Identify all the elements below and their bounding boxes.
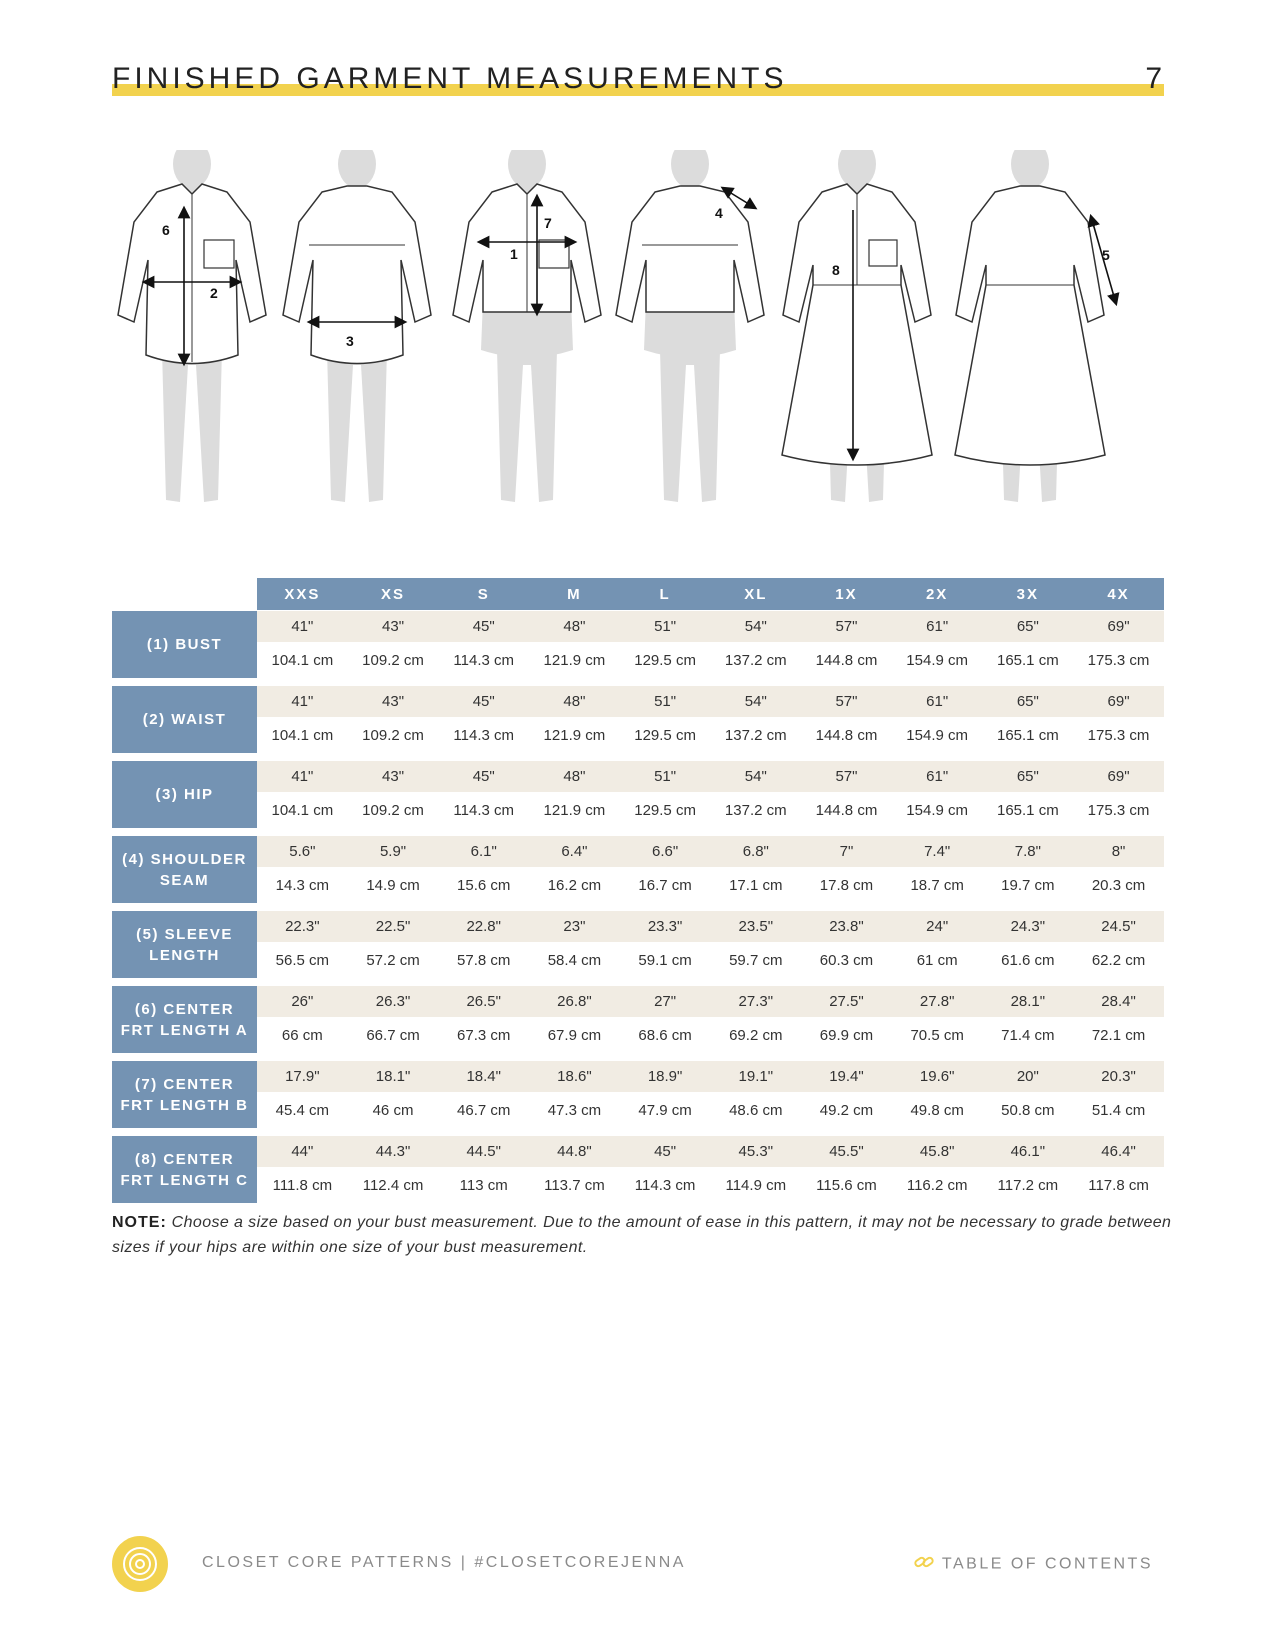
cell-inches: 69" xyxy=(1073,761,1164,792)
cell-cm: 59.1 cm xyxy=(620,942,711,986)
cell-inches: 18.1" xyxy=(348,1061,439,1092)
cell-cm: 15.6 cm xyxy=(438,867,529,911)
size-note xyxy=(112,1210,1172,1260)
row-label xyxy=(112,911,257,986)
cell-cm: 56.5 cm xyxy=(257,942,348,986)
cell-cm: 67.9 cm xyxy=(529,1017,620,1061)
row-label-line: (6) CENTER xyxy=(134,1000,235,1018)
cell-cm: 104.1 cm xyxy=(257,717,348,761)
cell-cm: 69.2 cm xyxy=(710,1017,801,1061)
cell-cm: 117.8 cm xyxy=(1073,1167,1164,1211)
footer-brand: CLOSET CORE PATTERNS | #CLOSETCOREJENNA xyxy=(202,1554,686,1571)
cell-cm: 154.9 cm xyxy=(892,717,983,761)
cell-cm: 114.3 cm xyxy=(620,1167,711,1211)
cell-inches: 46.1" xyxy=(983,1136,1074,1167)
row-label xyxy=(112,836,257,911)
cell-inches: 43" xyxy=(348,611,439,642)
cell-inches: 45" xyxy=(438,761,529,792)
cell-cm: 116.2 cm xyxy=(892,1167,983,1211)
cell-inches: 57" xyxy=(801,686,892,717)
cell-cm: 113.7 cm xyxy=(529,1167,620,1211)
cell-inches: 43" xyxy=(348,761,439,792)
cell-inches: 6.1" xyxy=(438,836,529,867)
cell-inches: 65" xyxy=(983,686,1074,717)
figure-shirt-front-long xyxy=(118,150,266,502)
cell-cm: 70.5 cm xyxy=(892,1017,983,1061)
page-number: 7 xyxy=(1145,62,1162,95)
cell-inches: 54" xyxy=(710,611,801,642)
cell-inches: 51" xyxy=(620,686,711,717)
cell-cm: 72.1 cm xyxy=(1073,1017,1164,1061)
cell-inches: 6.6" xyxy=(620,836,711,867)
cell-inches: 27" xyxy=(620,986,711,1017)
cell-cm: 58.4 cm xyxy=(529,942,620,986)
cell-inches: 24.5" xyxy=(1073,911,1164,942)
cell-inches: 61" xyxy=(892,611,983,642)
cell-cm: 17.1 cm xyxy=(710,867,801,911)
table-row-inches xyxy=(112,761,1164,792)
cell-inches: 7.4" xyxy=(892,836,983,867)
table-row-cm xyxy=(112,1167,1164,1211)
marker-6: 6 xyxy=(162,222,170,238)
cell-inches: 69" xyxy=(1073,611,1164,642)
cell-cm: 17.8 cm xyxy=(801,867,892,911)
cell-inches: 65" xyxy=(983,611,1074,642)
cell-cm: 117.2 cm xyxy=(983,1167,1074,1211)
cell-inches: 23.8" xyxy=(801,911,892,942)
cell-inches: 54" xyxy=(710,761,801,792)
cell-cm: 114.3 cm xyxy=(438,642,529,686)
cell-inches: 22.3" xyxy=(257,911,348,942)
size-header-row xyxy=(112,578,1164,611)
row-label-line: LENGTH xyxy=(149,946,220,964)
cell-cm: 60.3 cm xyxy=(801,942,892,986)
cell-cm: 47.9 cm xyxy=(620,1092,711,1136)
page-title: FINISHED GARMENT MEASUREMENTS xyxy=(112,62,788,95)
cell-inches: 57" xyxy=(801,761,892,792)
table-row-inches xyxy=(112,686,1164,717)
row-label-line: (5) SLEEVE xyxy=(136,925,233,943)
cell-cm: 69.9 cm xyxy=(801,1017,892,1061)
cell-cm: 57.8 cm xyxy=(438,942,529,986)
spiral-icon xyxy=(112,1536,168,1592)
table-row-inches xyxy=(112,986,1164,1017)
cell-cm: 104.1 cm xyxy=(257,642,348,686)
marker-2: 2 xyxy=(210,285,218,301)
cell-inches: 41" xyxy=(257,686,348,717)
cell-cm: 20.3 cm xyxy=(1073,867,1164,911)
cell-inches: 19.1" xyxy=(710,1061,801,1092)
table-row-inches xyxy=(112,1061,1164,1092)
row-label-line: (8) CENTER xyxy=(134,1150,235,1168)
marker-3: 3 xyxy=(346,333,354,349)
figure-dress-back xyxy=(955,150,1115,502)
table-row-inches xyxy=(112,911,1164,942)
cell-cm: 14.3 cm xyxy=(257,867,348,911)
cell-cm: 48.6 cm xyxy=(710,1092,801,1136)
figure-shirt-back-cropped xyxy=(616,150,764,502)
cell-cm: 144.8 cm xyxy=(801,642,892,686)
cell-cm: 109.2 cm xyxy=(348,792,439,836)
cell-inches: 45.8" xyxy=(892,1136,983,1167)
row-label xyxy=(112,1061,257,1136)
cell-inches: 27.3" xyxy=(710,986,801,1017)
size-header-l: L xyxy=(620,578,711,611)
cell-inches: 28.4" xyxy=(1073,986,1164,1017)
cell-cm: 57.2 cm xyxy=(348,942,439,986)
cell-cm: 129.5 cm xyxy=(620,642,711,686)
table-row-inches xyxy=(112,611,1164,642)
note-label: NOTE: xyxy=(112,1214,167,1231)
size-header-s: S xyxy=(438,578,529,611)
cell-cm: 154.9 cm xyxy=(892,642,983,686)
cell-inches: 19.6" xyxy=(892,1061,983,1092)
table-row-cm xyxy=(112,717,1164,761)
cell-inches: 6.8" xyxy=(710,836,801,867)
cell-inches: 44" xyxy=(257,1136,348,1167)
size-header-2x: 2X xyxy=(892,578,983,611)
table-row-inches xyxy=(112,836,1164,867)
cell-inches: 18.4" xyxy=(438,1061,529,1092)
cell-cm: 50.8 cm xyxy=(983,1092,1074,1136)
cell-inches: 26.8" xyxy=(529,986,620,1017)
cell-cm: 66 cm xyxy=(257,1017,348,1061)
cell-cm: 121.9 cm xyxy=(529,717,620,761)
cell-inches: 44.5" xyxy=(438,1136,529,1167)
cell-cm: 144.8 cm xyxy=(801,717,892,761)
cell-inches: 6.4" xyxy=(529,836,620,867)
cell-cm: 47.3 cm xyxy=(529,1092,620,1136)
cell-cm: 51.4 cm xyxy=(1073,1092,1164,1136)
cell-inches: 24.3" xyxy=(983,911,1074,942)
cell-inches: 19.4" xyxy=(801,1061,892,1092)
row-label-line: FRT LENGTH A xyxy=(120,1021,249,1039)
cell-inches: 23.5" xyxy=(710,911,801,942)
cell-inches: 22.8" xyxy=(438,911,529,942)
cell-cm: 111.8 cm xyxy=(257,1167,348,1211)
cell-cm: 19.7 cm xyxy=(983,867,1074,911)
cell-inches: 27.5" xyxy=(801,986,892,1017)
size-header-1x: 1X xyxy=(801,578,892,611)
cell-inches: 7.8" xyxy=(983,836,1074,867)
cell-cm: 129.5 cm xyxy=(620,717,711,761)
cell-cm: 66.7 cm xyxy=(348,1017,439,1061)
cell-cm: 109.2 cm xyxy=(348,642,439,686)
cell-cm: 45.4 cm xyxy=(257,1092,348,1136)
cell-inches: 46.4" xyxy=(1073,1136,1164,1167)
cell-inches: 61" xyxy=(892,761,983,792)
cell-cm: 49.8 cm xyxy=(892,1092,983,1136)
cell-inches: 41" xyxy=(257,611,348,642)
table-row-cm xyxy=(112,792,1164,836)
cell-cm: 104.1 cm xyxy=(257,792,348,836)
cell-inches: 23" xyxy=(529,911,620,942)
row-label xyxy=(112,1136,257,1211)
figure-shirt-back-long xyxy=(283,150,431,502)
cell-inches: 20" xyxy=(983,1061,1074,1092)
row-label-line: FRT LENGTH C xyxy=(120,1171,249,1189)
cell-cm: 137.2 cm xyxy=(710,642,801,686)
brand-logo xyxy=(112,1536,168,1592)
marker-7: 7 xyxy=(544,215,552,231)
size-header-xl: XL xyxy=(710,578,801,611)
link-icon xyxy=(914,1554,934,1575)
row-label xyxy=(112,986,257,1061)
cell-inches: 45.3" xyxy=(710,1136,801,1167)
cell-inches: 18.9" xyxy=(620,1061,711,1092)
row-label-line: (4) SHOULDER xyxy=(122,850,247,868)
cell-cm: 137.2 cm xyxy=(710,717,801,761)
cell-cm: 14.9 cm xyxy=(348,867,439,911)
cell-inches: 43" xyxy=(348,686,439,717)
table-row-inches xyxy=(112,1136,1164,1167)
cell-inches: 26.5" xyxy=(438,986,529,1017)
cell-cm: 154.9 cm xyxy=(892,792,983,836)
cell-cm: 165.1 cm xyxy=(983,792,1074,836)
cell-inches: 45" xyxy=(438,686,529,717)
cell-cm: 16.7 cm xyxy=(620,867,711,911)
cell-cm: 114.9 cm xyxy=(710,1167,801,1211)
cell-inches: 54" xyxy=(710,686,801,717)
table-row-cm xyxy=(112,867,1164,911)
cell-inches: 26.3" xyxy=(348,986,439,1017)
cell-inches: 5.6" xyxy=(257,836,348,867)
cell-inches: 51" xyxy=(620,761,711,792)
cell-inches: 45" xyxy=(438,611,529,642)
cell-cm: 112.4 cm xyxy=(348,1167,439,1211)
size-header-m: M xyxy=(529,578,620,611)
cell-cm: 114.3 cm xyxy=(438,717,529,761)
row-label-line: (3) HIP xyxy=(155,786,214,803)
cell-cm: 61 cm xyxy=(892,942,983,986)
cell-cm: 137.2 cm xyxy=(710,792,801,836)
cell-inches: 45" xyxy=(620,1136,711,1167)
cell-cm: 175.3 cm xyxy=(1073,792,1164,836)
size-header-3x: 3X xyxy=(983,578,1074,611)
table-of-contents-link[interactable] xyxy=(914,1554,1153,1575)
figure-shirt-front-cropped xyxy=(453,150,601,502)
cell-cm: 46.7 cm xyxy=(438,1092,529,1136)
row-label-line: (2) WAIST xyxy=(142,711,227,728)
garment-illustrations xyxy=(112,150,1164,540)
row-label-line: (7) CENTER xyxy=(134,1075,235,1093)
cell-cm: 113 cm xyxy=(438,1167,529,1211)
cell-inches: 23.3" xyxy=(620,911,711,942)
table-row-cm xyxy=(112,1092,1164,1136)
cell-cm: 16.2 cm xyxy=(529,867,620,911)
cell-inches: 28.1" xyxy=(983,986,1074,1017)
cell-cm: 109.2 cm xyxy=(348,717,439,761)
row-label xyxy=(112,686,257,761)
cell-cm: 62.2 cm xyxy=(1073,942,1164,986)
note-text: Choose a size based on your bust measurement. Due to the amount of ease in this pattern, it may not be necessary to grade between sizes if your hips are within one size of your bust measurement. xyxy=(112,1214,1172,1256)
cell-inches: 44.3" xyxy=(348,1136,439,1167)
row-label-line: SEAM xyxy=(159,871,210,889)
measurements-table xyxy=(112,578,1164,1211)
cell-inches: 17.9" xyxy=(257,1061,348,1092)
cell-inches: 48" xyxy=(529,686,620,717)
cell-inches: 18.6" xyxy=(529,1061,620,1092)
toc-label[interactable]: TABLE OF CONTENTS xyxy=(941,1555,1153,1573)
size-header-xs: XS xyxy=(348,578,439,611)
cell-inches: 57" xyxy=(801,611,892,642)
cell-inches: 69" xyxy=(1073,686,1164,717)
table-corner xyxy=(112,578,257,611)
page-header xyxy=(112,58,1164,98)
size-header-xxs: XXS xyxy=(257,578,348,611)
cell-cm: 144.8 cm xyxy=(801,792,892,836)
size-header-4x: 4X xyxy=(1073,578,1164,611)
cell-cm: 165.1 cm xyxy=(983,717,1074,761)
cell-cm: 18.7 cm xyxy=(892,867,983,911)
cell-inches: 48" xyxy=(529,761,620,792)
cell-cm: 175.3 cm xyxy=(1073,717,1164,761)
cell-cm: 59.7 cm xyxy=(710,942,801,986)
cell-cm: 175.3 cm xyxy=(1073,642,1164,686)
cell-cm: 129.5 cm xyxy=(620,792,711,836)
table-row-cm xyxy=(112,1017,1164,1061)
cell-inches: 45.5" xyxy=(801,1136,892,1167)
cell-inches: 61" xyxy=(892,686,983,717)
cell-cm: 165.1 cm xyxy=(983,642,1074,686)
cell-inches: 24" xyxy=(892,911,983,942)
cell-inches: 41" xyxy=(257,761,348,792)
cell-cm: 68.6 cm xyxy=(620,1017,711,1061)
figure-dress-front xyxy=(782,150,932,502)
cell-cm: 67.3 cm xyxy=(438,1017,529,1061)
cell-cm: 121.9 cm xyxy=(529,642,620,686)
cell-cm: 61.6 cm xyxy=(983,942,1074,986)
row-label-line: (1) BUST xyxy=(146,636,223,653)
cell-cm: 115.6 cm xyxy=(801,1167,892,1211)
cell-inches: 48" xyxy=(529,611,620,642)
row-label-line: FRT LENGTH B xyxy=(120,1096,249,1114)
cell-inches: 5.9" xyxy=(348,836,439,867)
table-row-cm xyxy=(112,942,1164,986)
cell-inches: 22.5" xyxy=(348,911,439,942)
cell-cm: 121.9 cm xyxy=(529,792,620,836)
cell-cm: 49.2 cm xyxy=(801,1092,892,1136)
cell-inches: 26" xyxy=(257,986,348,1017)
marker-4: 4 xyxy=(715,205,723,221)
cell-inches: 44.8" xyxy=(529,1136,620,1167)
cell-inches: 20.3" xyxy=(1073,1061,1164,1092)
cell-cm: 71.4 cm xyxy=(983,1017,1074,1061)
row-label xyxy=(112,611,257,686)
marker-5: 5 xyxy=(1102,247,1110,263)
table-row-cm xyxy=(112,642,1164,686)
cell-inches: 27.8" xyxy=(892,986,983,1017)
cell-inches: 51" xyxy=(620,611,711,642)
marker-1: 1 xyxy=(510,246,518,262)
cell-inches: 7" xyxy=(801,836,892,867)
cell-cm: 114.3 cm xyxy=(438,792,529,836)
cell-inches: 8" xyxy=(1073,836,1164,867)
marker-8: 8 xyxy=(832,262,840,278)
cell-cm: 46 cm xyxy=(348,1092,439,1136)
row-label xyxy=(112,761,257,836)
cell-inches: 65" xyxy=(983,761,1074,792)
